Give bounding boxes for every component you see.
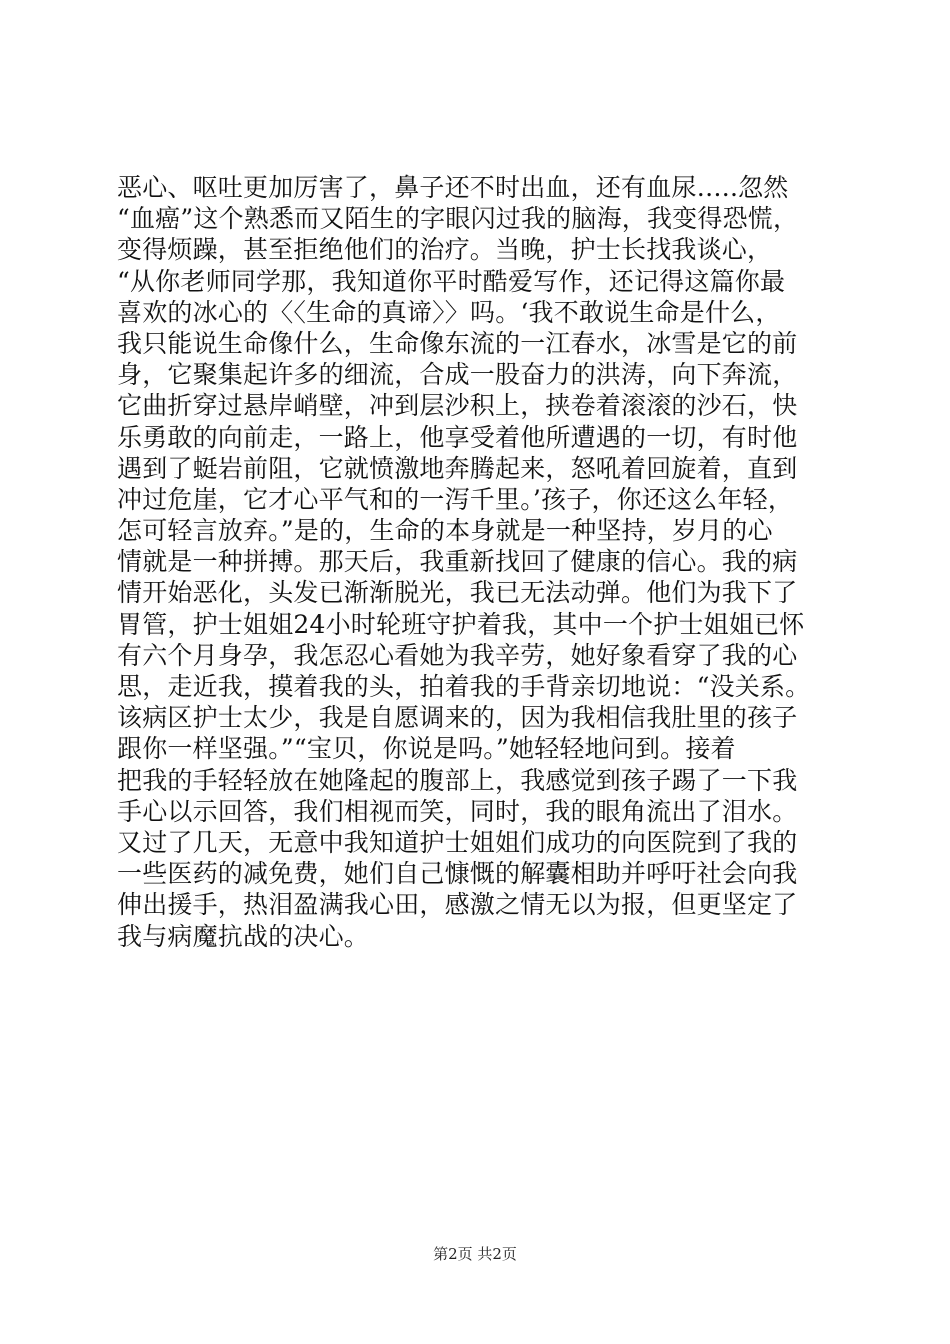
text-line: 恶心、呕吐更加厉害了，鼻子还不时出血，还有血尿…..忽然 bbox=[117, 173, 789, 202]
text-line: 该病区护士太少，我是自愿调来的，因为我相信我肚里的孩子 bbox=[117, 703, 798, 733]
text-line: 我与病魔抗战的决心。 bbox=[117, 921, 370, 951]
text-line: 一些医药的减免费，她们自己慷慨的解囊相助并呼吁社会向我 bbox=[117, 859, 798, 889]
text-line: 伸出援手，热泪盈满我心田，感激之情无以为报，但更坚定了 bbox=[117, 890, 798, 920]
text-line: 冲过危崖，它才心平气和的一泻千里。’孩子，你还这么年轻， bbox=[117, 484, 794, 514]
text-line: 手心以示回答，我们相视而笑，同时，我的眼角流出了泪水。 bbox=[117, 796, 798, 826]
text-line: 情就是一种拼搏。那天后，我重新找回了健康的信心。我的病 bbox=[117, 547, 798, 577]
text-line: 情开始恶化，头发已渐渐脱光，我已无法动弹。他们为我下了 bbox=[117, 578, 798, 608]
document-body bbox=[117, 172, 852, 952]
text-line: 我只能说生命像什么，生命像东流的一江春水，冰雪是它的前 bbox=[117, 328, 798, 358]
text-line: 思，走近我，摸着我的头，拍着我的手背亲切地说：“没关系。 bbox=[117, 672, 811, 701]
text-line: 怎可轻言放弃。”是的，生命的本身就是一种坚持，岁月的心 bbox=[117, 516, 773, 546]
text-line: 乐勇敢的向前走，一路上，他享受着他所遭遇的一切，有时他 bbox=[117, 422, 798, 452]
text-line: 它曲折穿过悬岸峭壁，冲到层沙积上，挟卷着滚滚的沙石，快 bbox=[117, 391, 798, 421]
text-line: 胃管，护士姐姐24小时轮班守护着我，其中一个护士姐姐已怀 bbox=[117, 609, 805, 639]
page-footer bbox=[0, 1243, 950, 1264]
text-line: 变得烦躁，甚至拒绝他们的治疗。当晚，护士长找我谈心， bbox=[117, 235, 773, 265]
text-line: “血癌”这个熟悉而又陌生的字眼闪过我的脑海，我变得恐慌， bbox=[117, 204, 799, 234]
text-line: “从你老师同学那，我知道你平时酷爱写作，还记得这篇你最 bbox=[117, 266, 786, 296]
text-line: 跟你一样坚强。”“宝贝，你说是吗。”她轻轻地问到。接着 bbox=[117, 734, 736, 764]
text-line: 有六个月身孕，我怎忍心看她为我辛劳，她好象看穿了我的心 bbox=[117, 640, 798, 670]
text-line: 把我的手轻轻放在她隆起的腹部上，我感觉到孩子踢了一下我 bbox=[117, 765, 798, 795]
text-line: 身，它聚集起许多的细流，合成一股奋力的洪涛，向下奔流， bbox=[117, 360, 798, 390]
text-line: 又过了几天，无意中我知道护士姐姐们成功的向医院到了我的 bbox=[117, 827, 798, 857]
page-number-label: 第2页 共2页 bbox=[433, 1245, 517, 1263]
text-line: 遇到了蜓岩前阻，它就愤激地奔腾起来，怒吼着回旋着，直到 bbox=[117, 453, 798, 483]
text-line: 喜欢的冰心的〈〈生命的真谛〉〉吗。‘我不敢说生命是什么， bbox=[117, 297, 781, 327]
